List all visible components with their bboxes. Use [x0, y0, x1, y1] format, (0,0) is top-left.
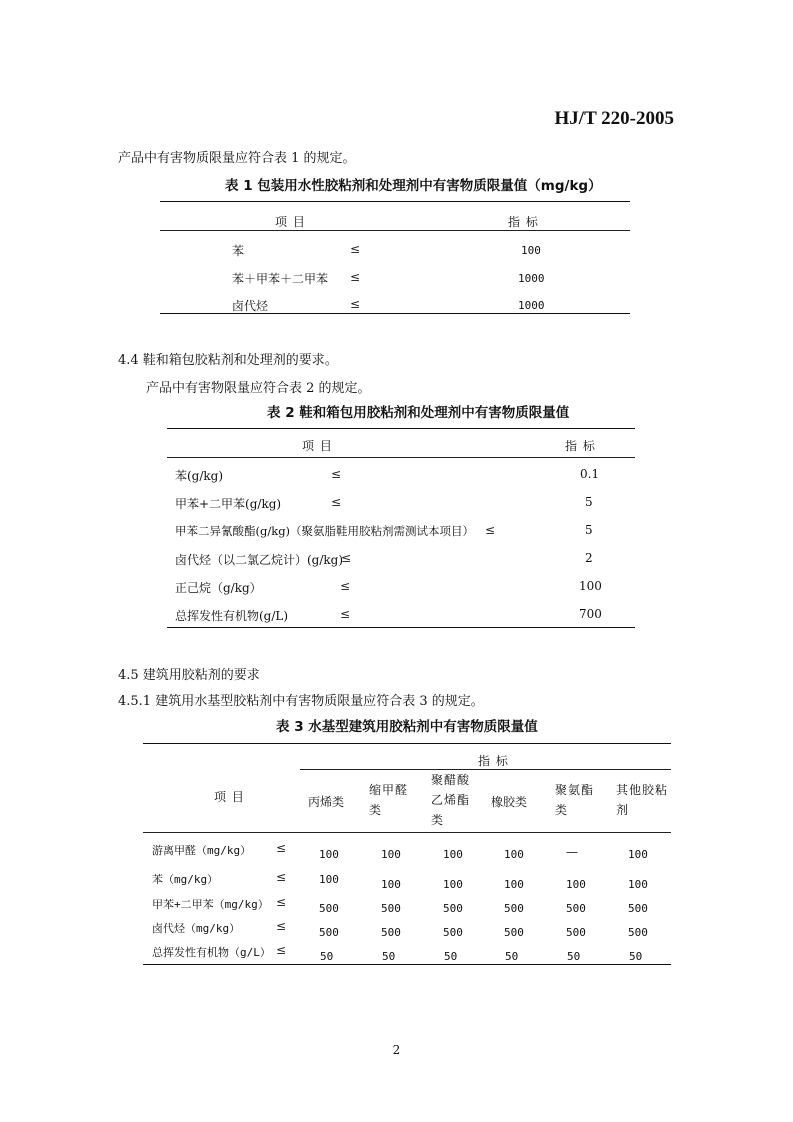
- table2-row-item: 正己烷（g/kg）: [175, 581, 262, 595]
- table3-row-value: 500: [504, 902, 524, 915]
- table3-col-header: 聚氨酯类: [555, 783, 595, 817]
- table3-row-item: 卤代烃（mg/kg）: [152, 922, 241, 935]
- table3-row-op: ≤: [276, 870, 287, 884]
- table3-row-value: 50: [320, 950, 334, 963]
- table3-row-value: —: [566, 845, 578, 859]
- table3-row-value: 500: [381, 902, 401, 915]
- table3-col-header: 聚醋酸乙烯酯类: [431, 773, 471, 827]
- table3-row-op: ≤: [276, 943, 287, 957]
- page-number: 2: [392, 1043, 401, 1057]
- table2-row-item: 甲苯二异氰酸酯(g/kg)（聚氨脂鞋用胶粘剂需测试本项目）: [175, 524, 475, 538]
- table1-header-rule: [160, 230, 630, 231]
- table3-row-value: 500: [319, 926, 339, 939]
- table1-row-item: 苯: [232, 244, 245, 258]
- table3-row-value: 50: [444, 950, 458, 963]
- section-4-4-heading: 4.4 鞋和箱包胶粘剂和处理剂的要求。: [118, 353, 338, 368]
- section-4-5-1-paragraph: 4.5.1 建筑用水基型胶粘剂中有害物质限量应符合表 3 的规定。: [118, 694, 484, 709]
- table2-header-index: 指 标: [565, 439, 596, 453]
- table3-row-item: 甲苯+二甲苯（mg/kg）: [152, 898, 269, 911]
- table3-row-value: 100: [319, 873, 339, 886]
- table3-row-value: 500: [443, 926, 463, 939]
- table1-row-value: 1000: [518, 299, 545, 312]
- table3-row-item: 苯（mg/kg）: [152, 873, 219, 886]
- table2-row-op: ≤: [340, 579, 351, 593]
- table3-header-rule: [143, 832, 671, 833]
- table2-row-value: 700: [579, 607, 602, 621]
- table3-row-value: 100: [381, 878, 401, 891]
- table3-row-value: 50: [567, 950, 581, 963]
- table3-col-header: 其他胶粘剂: [616, 783, 669, 817]
- table1-top-rule: [160, 201, 630, 202]
- table2-row-op: ≤: [340, 607, 351, 621]
- table3-row-value: 100: [443, 878, 463, 891]
- table1-row-op: ≤: [350, 297, 361, 311]
- table3-row-value: 100: [381, 848, 401, 861]
- table3-header-index: 指 标: [478, 754, 509, 768]
- table3-col-header: 丙烯类: [308, 795, 345, 809]
- section-4-5-heading: 4.5 建筑用胶粘剂的要求: [118, 668, 260, 683]
- section-4-4-paragraph: 产品中有害物限量应符合表 2 的规定。: [146, 381, 371, 396]
- table1-row-value: 100: [521, 244, 541, 257]
- table3-row-op: ≤: [276, 895, 287, 909]
- table3-row-value: 500: [504, 926, 524, 939]
- table3-row-value: 100: [628, 878, 648, 891]
- table2-row-item: 总挥发性有机物(g/L): [175, 609, 289, 623]
- table3-row-value: 100: [628, 848, 648, 861]
- table2-row-value: 100: [579, 579, 602, 593]
- table2-bottom-rule: [167, 627, 635, 628]
- table1-header-item: 项 目: [275, 215, 306, 229]
- table3-row-value: 50: [629, 950, 643, 963]
- table2-row-value: 5: [585, 523, 593, 537]
- table3-row-value: 500: [566, 902, 586, 915]
- table3-row-value: 50: [382, 950, 396, 963]
- table3-col-header: 橡胶类: [491, 795, 528, 809]
- table1-row-item: 苯＋甲苯＋二甲苯: [232, 272, 329, 286]
- table3-row-value: 500: [443, 902, 463, 915]
- table2-row-item: 甲苯+二甲苯(g/kg): [175, 497, 282, 511]
- table3-row-item: 总挥发性有机物（g/L）: [152, 946, 271, 959]
- table3-row-value: 500: [628, 902, 648, 915]
- table2-row-item: 苯(g/kg): [175, 469, 224, 483]
- table3-header-item: 项 目: [214, 790, 245, 804]
- table3-row-op: ≤: [276, 841, 287, 855]
- table2-top-rule: [167, 428, 635, 429]
- table3-row-item: 游离甲醛（mg/kg）: [152, 844, 252, 857]
- table3-row-value: 100: [319, 848, 339, 861]
- table3-row-value: 100: [566, 878, 586, 891]
- table3-row-value: 500: [566, 926, 586, 939]
- table2-row-op: ≤: [331, 495, 342, 509]
- table2-row-value: 5: [585, 495, 593, 509]
- table1-row-item: 卤代烃: [232, 299, 269, 313]
- table3-top-rule: [143, 743, 671, 744]
- table2-row-item: 卤代烃（以二氯乙烷计）(g/kg): [175, 553, 344, 567]
- intro-paragraph: 产品中有害物质限量应符合表 1 的规定。: [118, 151, 356, 166]
- table1-bottom-rule: [160, 313, 630, 314]
- table3-row-op: ≤: [276, 919, 287, 933]
- table1-caption: 表 1 包装用水性胶粘剂和处理剂中有害物质限量值（mg/kg）: [225, 178, 602, 194]
- table3-row-value: 500: [319, 902, 339, 915]
- table3-row-value: 500: [628, 926, 648, 939]
- table3-index-rule: [300, 769, 671, 770]
- table3-bottom-rule: [143, 964, 671, 965]
- standard-number: HJ/T 220-2005: [554, 108, 674, 129]
- table3-row-value: 100: [504, 848, 524, 861]
- table3-row-value: 100: [504, 878, 524, 891]
- table2-header-rule: [167, 457, 635, 458]
- table1-header-index: 指 标: [508, 215, 539, 229]
- table2-row-op: ≤: [331, 467, 342, 481]
- table3-caption: 表 3 水基型建筑用胶粘剂中有害物质限量值: [276, 719, 538, 735]
- table3-row-value: 50: [505, 950, 519, 963]
- table2-row-op: ≤: [341, 551, 352, 565]
- table3-col-header: 缩甲醛类: [369, 783, 409, 817]
- table2-caption: 表 2 鞋和箱包用胶粘剂和处理剂中有害物质限量值: [267, 405, 570, 421]
- table3-row-value: 100: [443, 848, 463, 861]
- table2-row-op: ≤: [485, 523, 496, 537]
- table2-header-item: 项 目: [302, 439, 333, 453]
- table1-row-op: ≤: [350, 242, 361, 256]
- table1-row-op: ≤: [350, 270, 361, 284]
- table2-row-value: 2: [585, 551, 593, 565]
- table2-row-value: 0.1: [580, 467, 600, 481]
- table3-row-value: 500: [381, 926, 401, 939]
- table1-row-value: 1000: [518, 272, 545, 285]
